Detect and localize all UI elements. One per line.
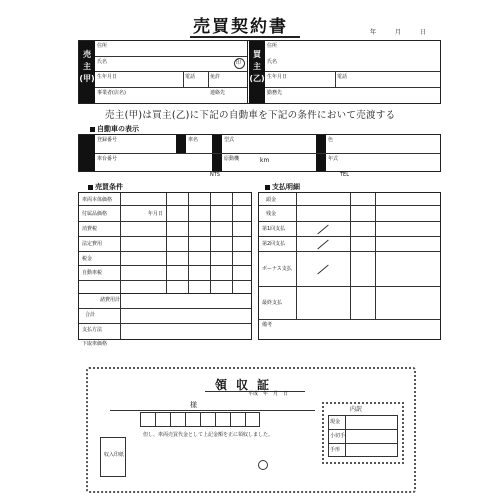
vehicle-color-label: 色 <box>328 137 334 143</box>
seller-row-line-1 <box>95 56 247 57</box>
vehicle-chassis-label: 車台番号 <box>97 156 118 162</box>
terms-date-label: 年月日 <box>148 211 164 217</box>
terms-heading-text: 売買条件 <box>95 183 123 191</box>
vehicle-block-1 <box>176 135 186 153</box>
payment-row-label: 第1回支払 <box>262 226 286 232</box>
terms-col-divider-1 <box>166 193 167 293</box>
terms-label-divider <box>120 193 121 339</box>
payment-line-1 <box>259 205 440 206</box>
terms-row-label: 支払方法 <box>82 327 103 333</box>
buyer-work-label: 勤務先 <box>267 90 283 96</box>
payment-heading-text: 支払明細 <box>272 183 300 191</box>
terms-row-label: 自動車税 <box>82 270 103 276</box>
buyer-phone-label: 電話 <box>337 74 348 80</box>
terms-row-label: 合計 <box>85 312 96 318</box>
terms-row-label: 諸費用計 <box>100 297 121 303</box>
payment-row-label: 最終支払 <box>262 300 283 306</box>
breakdown-line-1 <box>328 429 398 430</box>
receipt-seal-icon <box>258 460 268 470</box>
revenue-stamp-label: 収入印紙 <box>104 452 125 458</box>
receipt-title: 領収証 <box>215 378 279 392</box>
vehicle-block-5 <box>316 154 326 171</box>
buyer-phone-divider <box>335 71 336 87</box>
vehicle-block-4 <box>212 154 222 171</box>
buyer-address-label: 住所 <box>267 43 278 49</box>
receipt-note: 但し、車両売買代金として上記金額を正に領収しました。 <box>143 432 274 438</box>
terms-row-label: 消費税 <box>82 226 98 232</box>
terms-col-divider-3 <box>210 193 211 293</box>
amount-digit-divider <box>230 412 231 427</box>
amount-digit-divider <box>155 412 156 427</box>
vehicle-section-heading <box>90 124 139 134</box>
breakdown-line-2 <box>328 443 398 444</box>
payment-label-divider <box>296 193 297 319</box>
terms-line-5 <box>79 265 251 266</box>
payment-line-4 <box>259 251 440 252</box>
payment-heading-bullet-icon <box>265 185 270 190</box>
amount-digit-divider <box>200 412 201 427</box>
vehicle-heading-bullet-icon <box>90 127 95 132</box>
breakdown-row-label: 手形 <box>330 447 341 453</box>
parties-divider <box>247 41 248 103</box>
vehicle-year-label: 年式 <box>328 156 339 162</box>
buyer-char-3: (乙) <box>249 74 265 83</box>
terms-row-label: 車両本体価格 <box>82 197 113 203</box>
vehicle-km-unit: km <box>260 157 270 164</box>
buyer-label-block <box>249 41 265 103</box>
terms-heading-bullet-icon <box>88 185 93 190</box>
document-title: 売買契約書 <box>193 17 288 37</box>
seller-char-1: 売 <box>83 50 91 59</box>
terms-line-9 <box>79 323 251 324</box>
vehicle-heading-text: 自動車の表示 <box>97 125 139 133</box>
vehicle-nts-label: NTS <box>210 172 220 178</box>
terms-row-label: 税金 <box>82 256 93 262</box>
amount-digit-divider <box>215 412 216 427</box>
terms-line-4 <box>79 251 251 252</box>
terms-col-divider-2 <box>188 193 189 293</box>
seller-row-line-3 <box>95 87 247 88</box>
terms-row-label: 法定費用 <box>82 241 103 247</box>
seller-license-divider <box>208 71 209 87</box>
vehicle-row-line <box>79 153 440 154</box>
seller-birth-label: 生年月日 <box>97 74 118 80</box>
terms-line-2 <box>79 221 251 222</box>
payment-row-label: 第2回支払 <box>262 241 286 247</box>
payment-col-divider-2 <box>375 193 376 319</box>
seller-phone-divider <box>183 71 184 87</box>
receipt-payer-suffix: 様 <box>190 401 197 409</box>
seller-license-label: 免許 <box>210 74 221 80</box>
payment-row-label: ボーナス支払 <box>262 266 292 272</box>
payment-line-6 <box>259 319 440 320</box>
breakdown-title: 内訳 <box>350 406 363 413</box>
contract-statement: 売主(甲)は買主(乙)に下記の自動車を下記の条件において売渡する <box>105 110 396 121</box>
payment-row-label: 残金 <box>266 211 277 217</box>
terms-section-heading <box>88 182 123 192</box>
buyer-row-line-2 <box>265 87 440 88</box>
seller-contact-label: 連絡先 <box>210 90 226 96</box>
seller-address-label: 住所 <box>97 43 108 49</box>
payment-col-divider-1 <box>350 193 351 319</box>
amount-digit-divider <box>245 412 246 427</box>
seller-phone-label: 電話 <box>185 74 196 80</box>
buyer-row-line-1 <box>265 71 440 72</box>
vehicle-model-label: 型式 <box>224 137 235 143</box>
vehicle-tel-label: TEL <box>340 172 349 178</box>
seller-char-2: 主 <box>83 62 91 71</box>
payment-row-label: 頭金 <box>266 197 277 203</box>
trade-in-label: 下取車価格 <box>82 341 108 347</box>
terms-line-8 <box>79 308 251 309</box>
seller-char-3: (甲) <box>79 74 95 83</box>
date-month-label: 月 <box>395 29 402 36</box>
payment-line-3 <box>259 236 440 237</box>
receipt-date-label: 平成 年 月 日 <box>248 391 289 397</box>
terms-col-divider-4 <box>232 193 233 293</box>
terms-line-3 <box>79 236 251 237</box>
vehicle-block-3 <box>316 135 326 153</box>
date-day-label: 日 <box>420 29 427 36</box>
terms-line-7 <box>79 293 251 294</box>
receipt-payer-line <box>110 410 315 411</box>
breakdown-row-label: 現金 <box>330 419 341 425</box>
title-underline <box>190 36 300 38</box>
payment-line-2 <box>259 221 440 222</box>
terms-line-6 <box>79 280 251 281</box>
seller-name-label: 氏名 <box>97 59 108 65</box>
seller-label-block <box>79 41 95 103</box>
payment-section-heading <box>265 182 300 192</box>
vehicle-make-label: 車名 <box>188 137 199 143</box>
buyer-birth-label: 生年月日 <box>267 74 288 80</box>
date-year-label: 年 <box>370 29 377 36</box>
buyer-char-2: 主 <box>253 62 261 71</box>
seller-row-line-2 <box>95 71 247 72</box>
terms-line-1 <box>79 205 251 206</box>
buyer-char-1: 買 <box>253 50 261 59</box>
seller-seal-label: 印 <box>236 60 242 66</box>
breakdown-divider <box>345 415 346 457</box>
payment-remarks-label: 備考 <box>262 322 273 328</box>
buyer-name-label: 氏名 <box>267 59 278 65</box>
vehicle-left-block <box>79 135 95 171</box>
terms-row-label: 付属品価格 <box>82 211 108 217</box>
amount-digit-divider <box>170 412 171 427</box>
seller-shop-label: 事業者(店名) <box>97 90 126 96</box>
vehicle-reg-label: 登録番号 <box>97 137 118 143</box>
vehicle-block-2 <box>212 135 222 153</box>
breakdown-row-label: 小切手 <box>330 433 346 439</box>
vehicle-engine-label: 原動機 <box>224 156 240 162</box>
amount-digit-divider <box>185 412 186 427</box>
payment-line-5 <box>259 286 440 287</box>
